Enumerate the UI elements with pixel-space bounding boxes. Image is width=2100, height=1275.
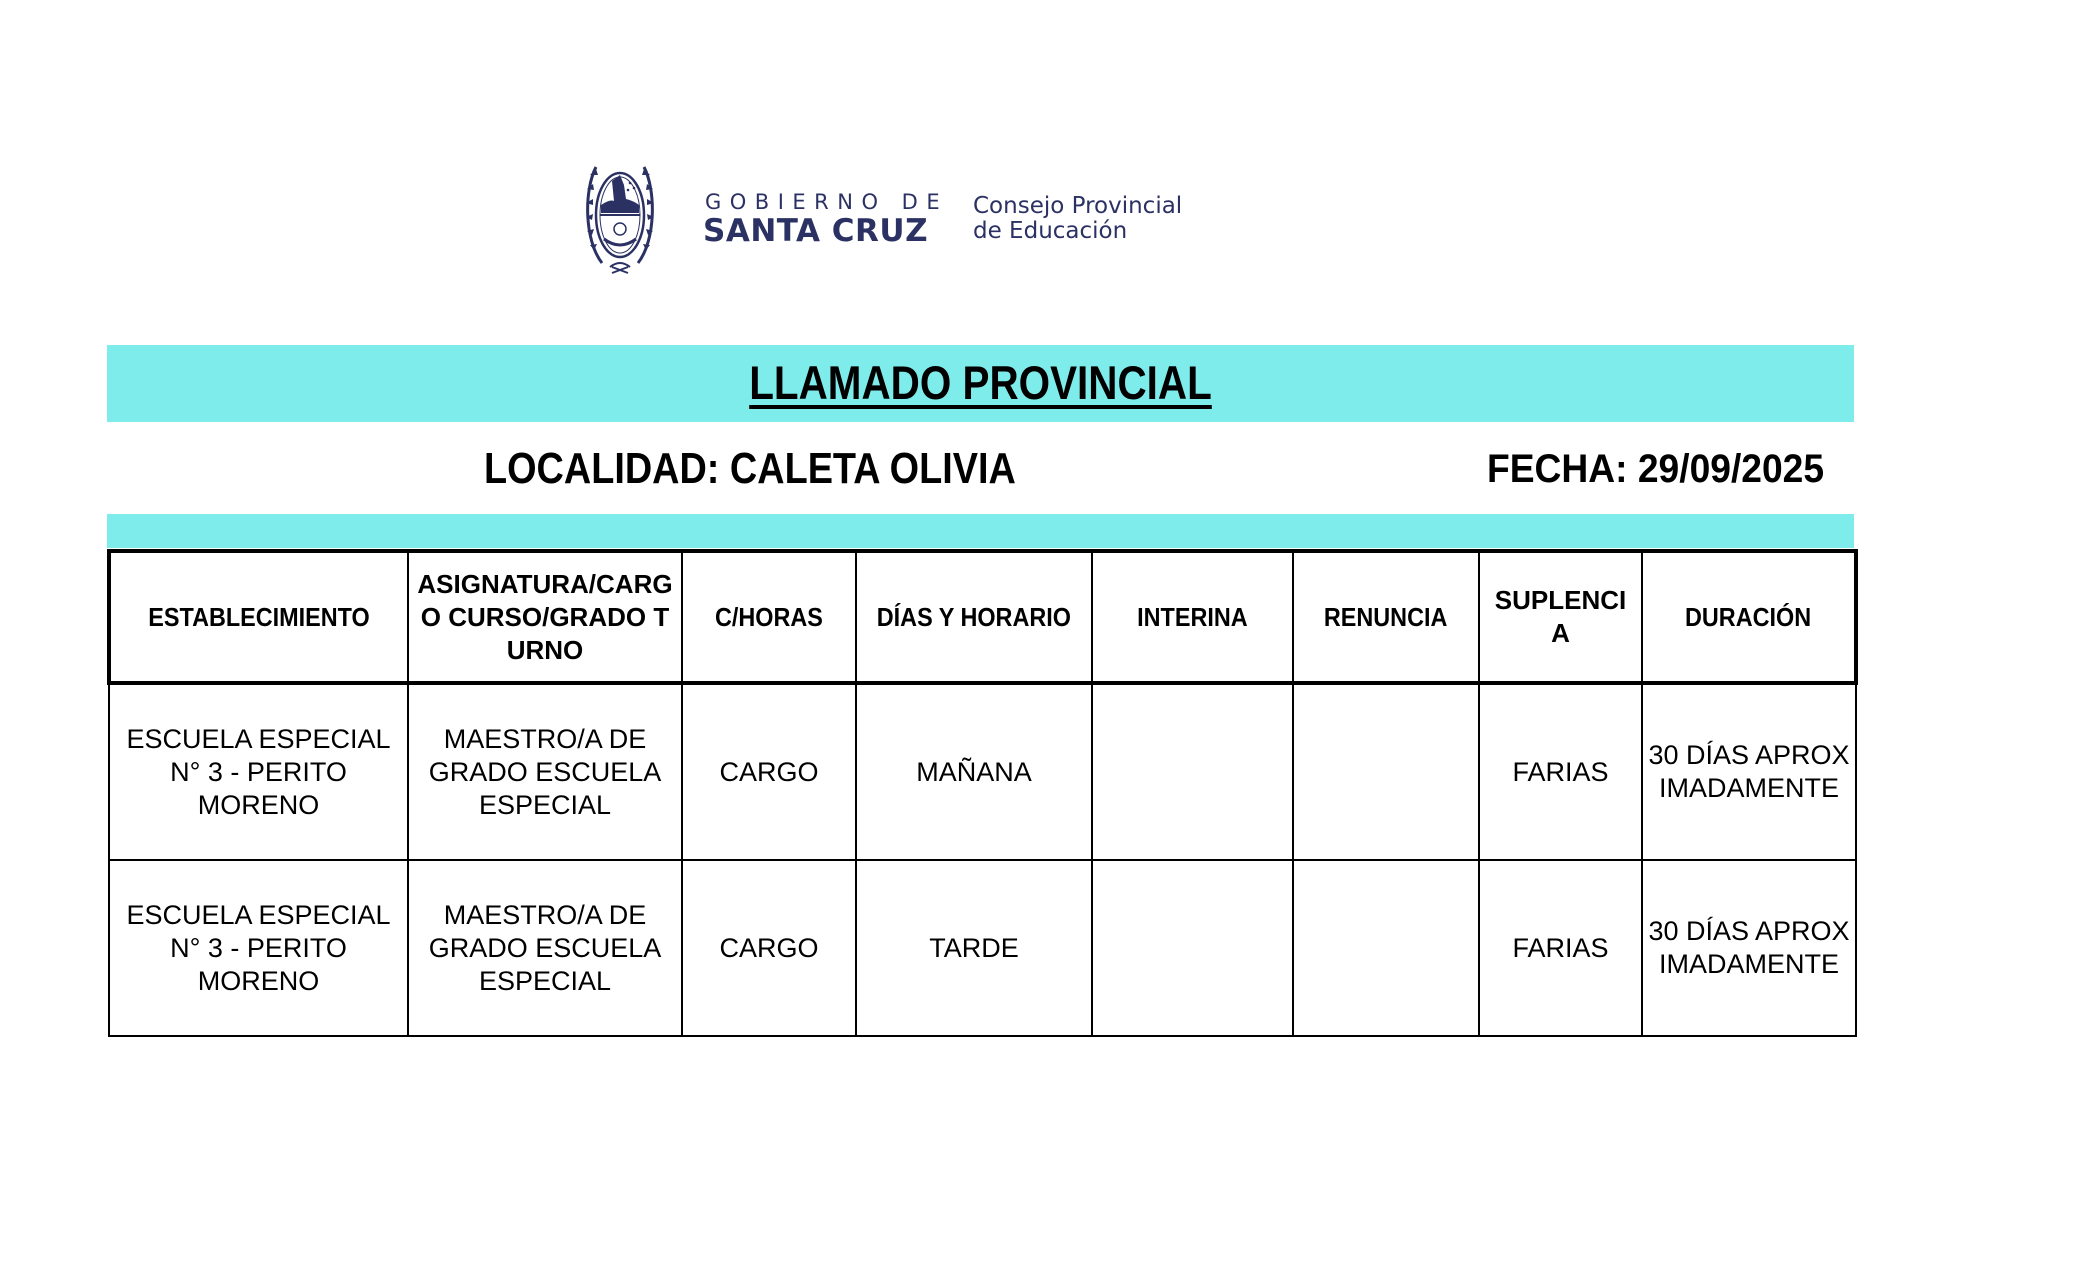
logo-de-educacion: de Educación (973, 218, 1128, 244)
cell-establecimiento: ESCUELA ESPECIAL N° 3 - PERITO MORENO (109, 683, 408, 860)
localidad-label: LOCALIDAD: CALETA OLIVIA (484, 444, 1016, 493)
table-top-band (107, 514, 1854, 548)
cell-dias-horario: MAÑANA (856, 683, 1092, 860)
col-header-duracion: DURACIÓN (1642, 551, 1856, 683)
cell-suplencia: FARIAS (1479, 860, 1642, 1036)
page-title-text: LLAMADO PROVINCIAL (749, 356, 1212, 409)
logo-consejo-provincial: Consejo Provincial (973, 193, 1183, 219)
logo-santa-cruz: SANTA CRUZ (703, 213, 929, 249)
col-header-horas: C/HORAS (682, 551, 856, 683)
col-header-renuncia: RENUNCIA (1293, 551, 1479, 683)
cell-asignatura: MAESTRO/A DE GRADO ESCUELA ESPECIAL (408, 860, 682, 1036)
cell-suplencia: FARIAS (1479, 683, 1642, 860)
logo-gobierno-de: GOBIERNO DE (705, 190, 949, 214)
col-header-asignatura: ASIGNATURA/CARGO CURSO/GRADO TURNO (408, 551, 682, 683)
cell-renuncia (1293, 683, 1479, 860)
page-title (229, 352, 1731, 414)
table-row (109, 683, 1856, 860)
cell-duracion: 30 DÍAS APROXIMADAMENTE (1642, 860, 1856, 1036)
cell-horas: CARGO (682, 860, 856, 1036)
col-header-establecimiento: ESTABLECIMIENTO (109, 551, 408, 683)
table-row (109, 860, 1856, 1036)
cell-horas: CARGO (682, 683, 856, 860)
cell-establecimiento: ESCUELA ESPECIAL N° 3 - PERITO MORENO (109, 860, 408, 1036)
llamado-table (107, 549, 1858, 1037)
col-header-dias-horario: DÍAS Y HORARIO (856, 551, 1092, 683)
table-header-row (109, 551, 1856, 683)
cell-dias-horario: TARDE (856, 860, 1092, 1036)
cell-asignatura: MAESTRO/A DE GRADO ESCUELA ESPECIAL (408, 683, 682, 860)
cell-interina (1092, 860, 1293, 1036)
cell-duracion: 30 DÍAS APROXIMADAMENTE (1642, 683, 1856, 860)
santa-cruz-seal-icon (582, 155, 658, 279)
cell-interina (1092, 683, 1293, 860)
cell-renuncia (1293, 860, 1479, 1036)
fecha-label: FECHA: 29/09/2025 (1487, 447, 1825, 491)
col-header-suplencia: SUPLENCIA (1479, 551, 1642, 683)
col-header-interina: INTERINA (1092, 551, 1293, 683)
